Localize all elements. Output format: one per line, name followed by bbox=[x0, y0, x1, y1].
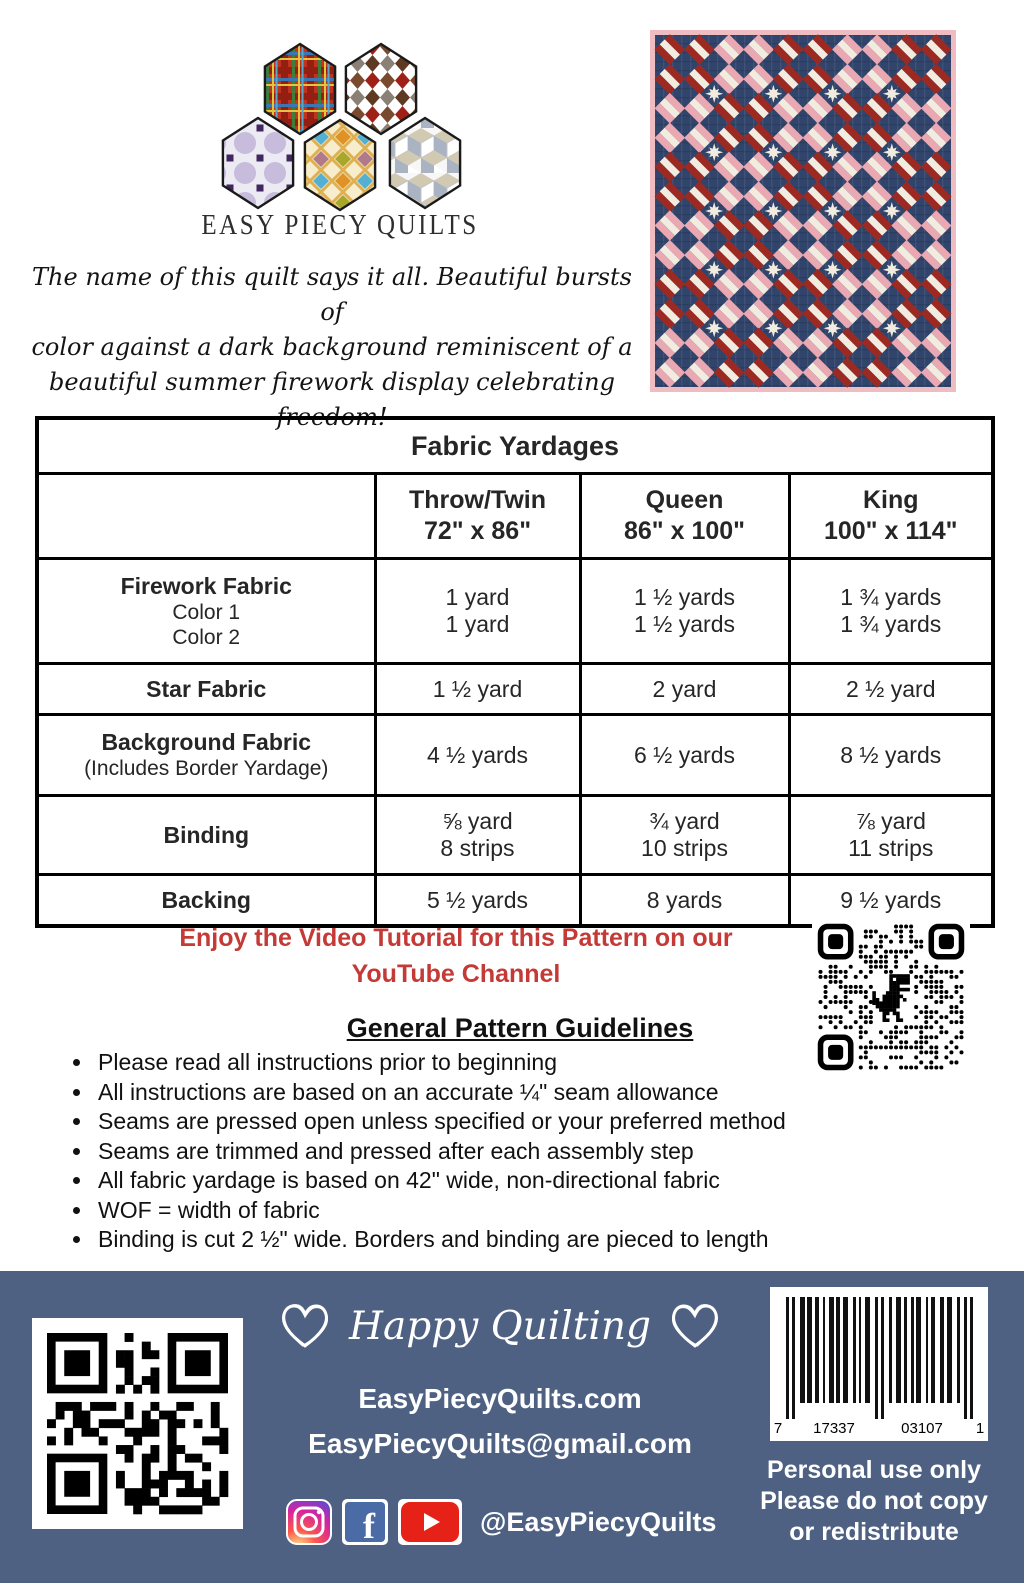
column-size: 100" x 114" bbox=[823, 517, 958, 545]
yardage-cell-binding-throw-twin bbox=[375, 796, 580, 875]
video-tutorial-note bbox=[60, 920, 852, 992]
yardage-value: 8 strips bbox=[440, 835, 515, 861]
column-header-king bbox=[789, 474, 993, 559]
barcode-digits: 1 bbox=[975, 1420, 985, 1437]
yardage-cell-background-fabric-throw-twin bbox=[375, 715, 580, 796]
quilt-photo bbox=[650, 30, 956, 392]
barcode-digits: 03107 bbox=[901, 1420, 943, 1437]
yardage-cell-firework-fabric-throw-twin bbox=[375, 559, 580, 664]
row-label: Star Fabric bbox=[146, 675, 267, 702]
heart-icon bbox=[277, 1299, 333, 1353]
yardage-cell-firework-fabric-queen bbox=[580, 559, 789, 664]
barcode-digits: 7 bbox=[773, 1420, 783, 1437]
yardage-value: 6 ½ yards bbox=[634, 741, 735, 768]
column-name: Queen bbox=[645, 486, 724, 514]
row-label: Binding bbox=[163, 821, 250, 848]
row-note: Color 1 bbox=[172, 600, 241, 624]
column-name: King bbox=[862, 486, 919, 514]
yardage-value: 1 ¾ yards bbox=[840, 611, 942, 637]
social-row bbox=[286, 1499, 716, 1545]
quilt-description-line: beautiful summer firework display celebrating freedom! bbox=[49, 368, 615, 431]
guidelines-list bbox=[62, 1048, 1014, 1255]
heart-icon bbox=[667, 1299, 723, 1353]
table-title: Fabric Yardages bbox=[37, 418, 993, 474]
quilt-description bbox=[28, 260, 636, 435]
video-tutorial-line: Enjoy the Video Tutorial for this Pattern on our bbox=[179, 924, 733, 952]
yardage-value: 8 ½ yards bbox=[840, 741, 942, 768]
column-header-queen bbox=[580, 474, 789, 559]
quilt-description-line: The name of this quilt says it all. Beautiful bursts of bbox=[32, 263, 632, 326]
yardage-value: 1 ½ yards bbox=[634, 611, 735, 637]
email-address: EasyPiecyQuilts@gmail.com bbox=[308, 1428, 692, 1459]
guideline-item: • Seams are trimmed and pressed after each assembly step bbox=[94, 1137, 1014, 1167]
row-label: Backing bbox=[161, 886, 251, 913]
usage-notice bbox=[740, 1455, 1008, 1548]
yardage-value: 1 yard bbox=[445, 584, 510, 610]
facebook-icon bbox=[342, 1499, 388, 1545]
usage-line: or redistribute bbox=[789, 1518, 959, 1546]
yardage-cell-binding-king bbox=[789, 796, 993, 875]
youtube-icon bbox=[398, 1499, 462, 1545]
logo-hexagon bbox=[265, 44, 335, 134]
yardage-value: 1 ½ yards bbox=[634, 584, 735, 610]
row-header-backing bbox=[37, 875, 375, 927]
svg-text:f: f bbox=[363, 1506, 375, 1545]
yardage-cell-star-fabric-throw-twin bbox=[375, 664, 580, 715]
yardage-cell-backing-queen bbox=[580, 875, 789, 927]
row-header-binding bbox=[37, 796, 375, 875]
logo-hexagon bbox=[305, 120, 375, 210]
footer bbox=[0, 1271, 1024, 1583]
brand-name: EASY PIECY QUILTS bbox=[201, 210, 479, 241]
yardage-cell-firework-fabric-king bbox=[789, 559, 993, 664]
barcode-digits: 17337 bbox=[813, 1420, 855, 1437]
yardage-value: ⅞ yard bbox=[855, 808, 926, 834]
row-label: Background Fabric bbox=[101, 729, 312, 755]
logo-hexagon bbox=[346, 44, 416, 134]
guideline-item: • WOF = width of fabric bbox=[94, 1196, 1014, 1226]
instagram-icon bbox=[286, 1499, 332, 1545]
column-name: Throw/Twin bbox=[408, 486, 546, 514]
guideline-item: • Seams are pressed open unless specified or your preferred method bbox=[94, 1107, 1014, 1137]
yardage-value: 1 yard bbox=[445, 611, 510, 637]
yardage-value: 2 ½ yard bbox=[846, 675, 936, 702]
tagline-text: Happy Quilting bbox=[349, 1303, 651, 1349]
usage-line: Personal use only bbox=[767, 1456, 981, 1484]
row-header-star-fabric bbox=[37, 664, 375, 715]
yardage-value: 11 strips bbox=[848, 835, 934, 861]
yardage-cell-binding-queen bbox=[580, 796, 789, 875]
yardage-value: 1 ½ yard bbox=[432, 675, 523, 702]
yardage-value: 9 ½ yards bbox=[840, 886, 942, 913]
yardage-cell-background-fabric-queen bbox=[580, 715, 789, 796]
column-size: 72" x 86" bbox=[423, 517, 532, 545]
yardage-value: ¾ yard bbox=[649, 808, 720, 834]
yardage-value: 5 ½ yards bbox=[427, 886, 528, 913]
social-handle: @EasyPiecyQuilts bbox=[480, 1506, 717, 1537]
video-tutorial-line: YouTube Channel bbox=[351, 960, 561, 988]
row-note: (Includes Border Yardage) bbox=[84, 757, 329, 780]
column-size: 86" x 100" bbox=[623, 517, 746, 545]
usage-line: Please do not copy bbox=[760, 1487, 988, 1515]
fabric-yardages-table bbox=[35, 416, 995, 928]
logo-hexagon bbox=[390, 118, 460, 208]
yardage-cell-star-fabric-king bbox=[789, 664, 993, 715]
yardage-value: 2 yard bbox=[652, 675, 717, 702]
quilt-description-line: color against a dark background reminiscent of a bbox=[31, 333, 633, 361]
guideline-item: • All instructions are based on an accurate ¼" seam allowance bbox=[94, 1078, 1014, 1108]
upc-barcode bbox=[770, 1287, 988, 1441]
website-qr-code bbox=[32, 1318, 243, 1529]
row-header-background-fabric bbox=[37, 715, 375, 796]
guideline-item: • Please read all instructions prior to beginning bbox=[94, 1048, 1014, 1078]
table-corner-cell bbox=[37, 474, 375, 559]
guideline-item: • All fabric yardage is based on 42" wide, non-directional fabric bbox=[94, 1166, 1014, 1196]
row-label: Firework Fabric bbox=[120, 572, 292, 599]
guideline-item: • Binding is cut 2 ½" wide. Borders and binding are pieced to length bbox=[94, 1225, 1014, 1255]
logo-hexagon bbox=[223, 118, 293, 208]
guidelines-title: General Pattern Guidelines bbox=[346, 1013, 694, 1043]
yardage-cell-backing-throw-twin bbox=[375, 875, 580, 927]
yardage-cell-background-fabric-king bbox=[789, 715, 993, 796]
tagline-row bbox=[230, 1289, 770, 1363]
yardage-value: ⅝ yard bbox=[442, 808, 513, 834]
logo-hexagons bbox=[200, 38, 480, 213]
row-header-firework-fabric bbox=[37, 559, 375, 664]
yardage-value: 10 strips bbox=[641, 835, 728, 861]
row-note: Color 2 bbox=[172, 625, 241, 649]
yardage-cell-star-fabric-queen bbox=[580, 664, 789, 715]
website-url: EasyPiecyQuilts.com bbox=[358, 1383, 642, 1414]
yardage-value: 8 yards bbox=[646, 886, 723, 913]
yardage-value: 4 ½ yards bbox=[427, 741, 528, 768]
yardage-value: 1 ¾ yards bbox=[840, 584, 942, 610]
column-header-throw-twin bbox=[375, 474, 580, 559]
